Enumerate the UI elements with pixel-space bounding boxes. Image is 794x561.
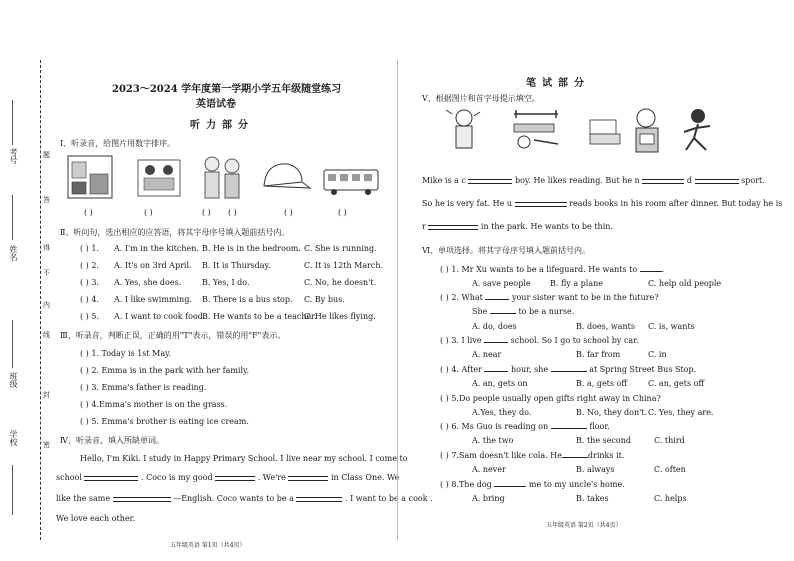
answer-paren[interactable]: ( ) xyxy=(202,208,211,217)
option-a: A.Yes, they do. xyxy=(472,408,532,417)
fill-line-1 xyxy=(422,176,765,185)
option-b: B. fly a plane xyxy=(550,279,604,288)
fill-blank[interactable] xyxy=(468,179,512,184)
blank[interactable] xyxy=(484,342,508,343)
question-text: ( ) 8.The dog xyxy=(440,480,492,489)
fill-blank[interactable] xyxy=(113,497,171,502)
question-number[interactable]: ( ) 5. xyxy=(80,312,99,321)
option-a: A. I want to cook food. xyxy=(114,312,206,321)
label-name: 姓名 xyxy=(9,245,18,261)
question-tail: school. So I go to school by car. xyxy=(510,336,639,345)
question-number[interactable]: ( ) 3. xyxy=(80,278,99,287)
question-number[interactable]: ( ) 4. xyxy=(80,295,99,304)
blank[interactable] xyxy=(551,371,587,372)
question-number[interactable]: ( ) 2. xyxy=(80,261,99,270)
option-c: C. No, he doesn't. xyxy=(304,278,377,287)
text: . We're xyxy=(257,473,286,482)
option-a: A. save people xyxy=(472,279,531,288)
text: in Class One. We xyxy=(330,473,400,482)
name-field[interactable] xyxy=(12,195,13,240)
fill-blank[interactable] xyxy=(515,202,567,207)
blank[interactable] xyxy=(562,457,588,458)
text: like the same xyxy=(56,494,111,503)
question-tail: hour, she xyxy=(510,365,549,374)
option-b: B. It is Thursday. xyxy=(202,261,271,270)
exam-number-field[interactable] xyxy=(12,100,13,145)
option-a: A. the two xyxy=(472,436,514,445)
option-a: A. near xyxy=(472,350,502,359)
school-field[interactable] xyxy=(12,465,13,515)
writing-section-title: 笔试部分 xyxy=(526,78,590,89)
reading-boy-picture xyxy=(446,110,480,148)
text: reads books in his room after dinner. But today he is xyxy=(569,199,783,208)
mc-question: ( ) 5.Do people usually open gifts right away in China? xyxy=(440,394,661,403)
label-school: 学校 xyxy=(9,430,18,446)
blank[interactable] xyxy=(485,299,509,300)
question-tail: your sister want to be in the future? xyxy=(511,293,659,302)
blank[interactable] xyxy=(640,271,662,272)
text: school xyxy=(56,473,82,482)
option-a: A. do, does xyxy=(472,322,517,331)
section-3-heading: Ⅲ、听录音，判断正误，正确的用"T"表示，错误的用"F"表示。 xyxy=(60,331,286,340)
fill-blank[interactable] xyxy=(84,476,138,481)
question-text: ( ) 2. What xyxy=(440,293,483,302)
text: —English. Coco wants to be a xyxy=(173,494,294,503)
option-c: C. It is 12th March. xyxy=(304,261,384,270)
blank[interactable] xyxy=(484,371,508,372)
section-1-pictures xyxy=(66,152,386,202)
question-text: She xyxy=(472,307,488,316)
fill-blank[interactable] xyxy=(695,179,739,184)
option-a: A. I'm in the kitchen. xyxy=(114,244,199,253)
fill-blank[interactable] xyxy=(288,476,328,481)
option-b: B. He wants to be a teacher. xyxy=(202,312,317,321)
label-class: 班级 xyxy=(9,372,18,388)
option-b: B. No, they don't. xyxy=(576,408,648,417)
answer-paren[interactable]: ( ) xyxy=(338,208,347,217)
question-text: ( ) 3. I live xyxy=(440,336,482,345)
running-boy-picture xyxy=(684,109,710,150)
exam-subtitle: 英语试卷 xyxy=(196,99,236,110)
question-text: ( ) 1. Mr Xu wants to be a lifeguard. He wants to xyxy=(440,265,638,274)
option-b: B. the second xyxy=(576,436,632,445)
option-c: C. help old people xyxy=(648,279,722,288)
text: So he is very fat. He u xyxy=(422,199,513,208)
sport-equipment-picture xyxy=(514,110,558,148)
option-c: C. often xyxy=(654,465,686,474)
option-a: A. an, gets on xyxy=(472,379,528,388)
section-5-pictures xyxy=(440,104,730,158)
seal-char: 答 xyxy=(43,196,50,204)
grandparents-picture xyxy=(205,157,239,198)
true-false-item[interactable]: ( ) 2. Emma is in the park with her family. xyxy=(80,366,250,375)
answer-paren[interactable]: ( ) xyxy=(228,208,237,217)
option-a: A. It's on 3rd April. xyxy=(114,261,192,270)
question-text: ( ) 4. After xyxy=(440,365,482,374)
page-footer-right: 五年级英语 第2页（共4页） xyxy=(546,522,622,529)
binding-margin xyxy=(0,0,58,561)
question-tail: drinks it. xyxy=(587,451,625,460)
mc-question xyxy=(440,365,696,374)
mc-question xyxy=(440,265,664,274)
seal-char: 密 xyxy=(43,441,50,449)
label-exam-number: 考号 xyxy=(9,148,18,164)
cap-picture xyxy=(264,164,310,188)
question-tail: to be a nurse. xyxy=(518,307,575,316)
mc-question xyxy=(440,451,624,460)
option-a: A. never xyxy=(472,465,506,474)
fill-blank[interactable] xyxy=(215,476,255,481)
fill-blank[interactable] xyxy=(642,179,684,184)
text: boy. He likes reading. But he n xyxy=(514,176,640,185)
seal-char: 题 xyxy=(43,151,50,159)
mc-question xyxy=(440,422,610,431)
answer-paren[interactable]: ( ) xyxy=(144,208,153,217)
passage-line-4: We love each other. xyxy=(56,514,136,523)
question-tail: at Spring Street Bus Stop. xyxy=(589,365,697,374)
mc-question-cont xyxy=(472,307,574,316)
question-number[interactable]: ( ) 1. xyxy=(80,244,99,253)
option-a: A. bring xyxy=(472,494,505,503)
answer-paren[interactable]: ( ) xyxy=(284,208,293,217)
option-c: C. helps xyxy=(654,494,687,503)
mc-question xyxy=(440,480,625,489)
blank[interactable] xyxy=(490,313,516,314)
seal-char: 内 xyxy=(43,301,50,309)
option-c: C. is, wants xyxy=(648,322,695,331)
option-b: B. He is in the bedroom. xyxy=(202,244,301,253)
listening-section-title: 听力部分 xyxy=(190,120,254,131)
class-field[interactable] xyxy=(12,320,13,368)
section-4-heading: Ⅳ、听录音，填入所缺单词。 xyxy=(60,436,164,445)
page-footer-left: 五年级英语 第1页（共4页） xyxy=(170,542,246,549)
true-false-item[interactable]: ( ) 3. Emma's father is reading. xyxy=(80,383,207,392)
text: r xyxy=(422,222,426,231)
fill-blank[interactable] xyxy=(428,225,478,230)
blank[interactable] xyxy=(551,428,587,429)
option-b: B. always xyxy=(576,465,615,474)
option-a: A. I like swimming. xyxy=(114,295,192,304)
page-divider xyxy=(397,60,398,540)
true-false-item[interactable]: ( ) 1. Today is 1st May. xyxy=(80,349,172,358)
seal-char: 封 xyxy=(43,391,50,399)
question-text: ( ) 7.Sam doesn't like cola. He xyxy=(440,451,562,460)
bed-picture xyxy=(590,120,620,144)
option-c: C. an, gets off xyxy=(648,379,705,388)
passage-line-1: Hello, I'm Kiki. I study in Happy Primary School. I live near my school. I come to xyxy=(80,454,408,463)
students-picture xyxy=(138,160,180,196)
text: in the park. He wants to be thin. xyxy=(480,222,613,231)
section-1-heading: Ⅰ、听录音，给图片用数字排序。 xyxy=(60,139,176,148)
option-c: C. third xyxy=(654,436,685,445)
true-false-item[interactable]: ( ) 4.Emma's mother is on the grass. xyxy=(80,400,228,409)
fill-line-2 xyxy=(422,199,782,208)
option-b: B. There is a bus stop. xyxy=(202,295,293,304)
section-5-heading: Ⅴ、根据图片和首字母提示填空。 xyxy=(422,94,540,103)
option-c: C. He likes flying. xyxy=(304,312,376,321)
text: sport. xyxy=(741,176,765,185)
fill-line-3 xyxy=(422,222,613,231)
question-text: ( ) 6. Ms Guo is reading on xyxy=(440,422,549,431)
text: . Coco is my good xyxy=(141,473,213,482)
option-c: C. By bus. xyxy=(304,295,345,304)
option-c: C. in xyxy=(648,350,667,359)
option-a: A. Yes, she does. xyxy=(114,278,182,287)
option-b: B. far from xyxy=(576,350,621,359)
seal-char: 不 xyxy=(43,269,50,277)
passage-line-2 xyxy=(56,473,399,482)
answer-paren[interactable]: ( ) xyxy=(84,208,93,217)
text: Mike is a c xyxy=(422,176,466,185)
section-6-heading: Ⅵ、单项选择。将其字母序号填入题前括号内。 xyxy=(422,246,591,255)
exam-title: 2023～2024 学年度第一学期小学五年级随堂练习 xyxy=(112,84,342,95)
bus-picture xyxy=(324,170,378,195)
question-tail: floor. xyxy=(589,422,610,431)
option-c: C. She is running. xyxy=(304,244,377,253)
reading-man-picture xyxy=(636,109,658,152)
mc-question xyxy=(440,336,639,345)
passage-line-3 xyxy=(56,494,433,503)
fill-blank[interactable] xyxy=(296,497,342,502)
bathroom-picture xyxy=(68,156,112,198)
mc-question xyxy=(440,293,659,302)
option-b: B. does, wants xyxy=(576,322,635,331)
option-b: B. takes xyxy=(576,494,609,503)
option-b: B. a, gets off xyxy=(576,379,628,388)
question-tail: . xyxy=(661,265,665,274)
true-false-item[interactable]: ( ) 5. Emma's brother is eating ice cream. xyxy=(80,417,249,426)
option-b: B. Yes, I do. xyxy=(202,278,250,287)
seal-char: 得 xyxy=(43,244,50,252)
section-2-heading: Ⅱ、听问句，选出相应的应答语，将其字母序号填入题前括号内。 xyxy=(60,228,290,237)
seal-char: 线 xyxy=(43,331,50,339)
option-c: C. Yes, they are. xyxy=(648,408,714,417)
text: . I want to be a cook . xyxy=(345,494,433,503)
blank[interactable] xyxy=(494,486,526,487)
question-tail: me to my uncle's home. xyxy=(528,480,625,489)
binding-line xyxy=(40,60,41,540)
text: d xyxy=(686,176,693,185)
